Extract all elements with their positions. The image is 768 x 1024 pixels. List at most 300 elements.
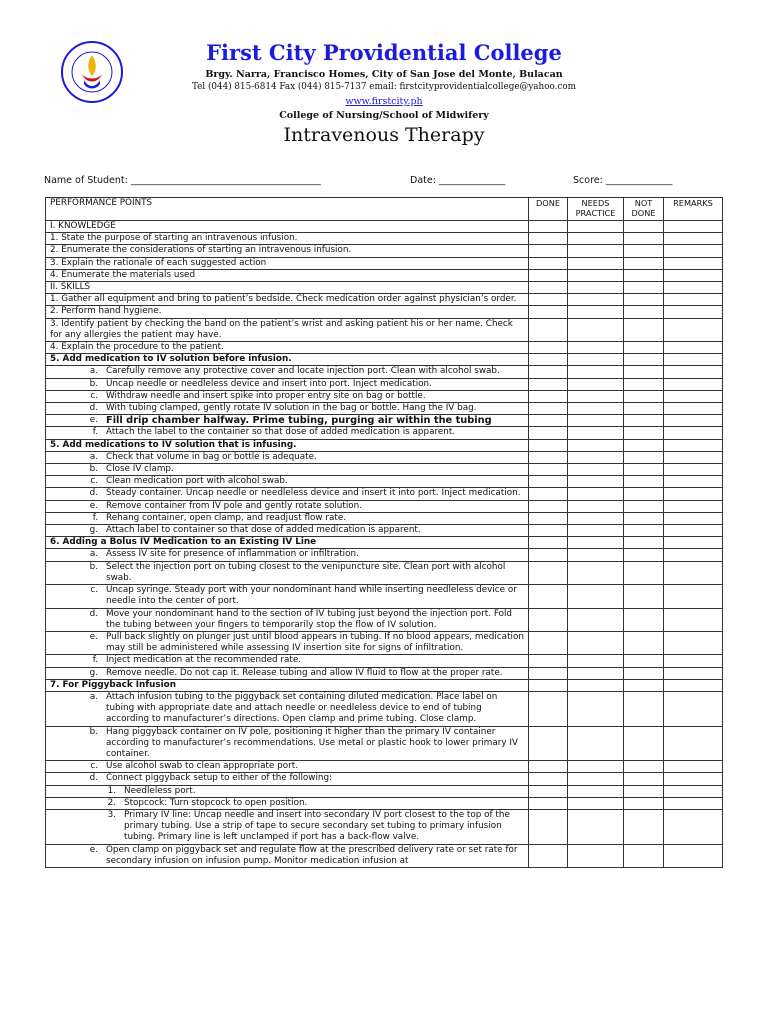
not-done-cell[interactable] xyxy=(624,233,664,245)
done-cell[interactable] xyxy=(529,844,568,867)
remarks-cell[interactable] xyxy=(664,561,723,584)
sub-step-text: Move your nondominant hand to the section of IV tubing just beyond the injection port. Fold the tubing between your fingers to temporarily stop the flow of IV solution. xyxy=(106,608,512,630)
sub-step-marker: d. xyxy=(89,488,98,499)
sub-step-marker: a. xyxy=(89,549,98,560)
done-cell[interactable] xyxy=(529,269,568,281)
header-performance-points: PERFORMANCE POINTS xyxy=(46,198,529,221)
not-done-cell[interactable] xyxy=(624,726,664,761)
done-cell[interactable] xyxy=(529,561,568,584)
table-row xyxy=(46,512,723,524)
needs-practice-cell[interactable] xyxy=(568,257,624,269)
performance-point-cell xyxy=(46,269,529,281)
sub-step-text: Connect piggyback setup to either of the following: xyxy=(106,773,333,784)
sub-step-text: Attach infusion tubing to the piggyback set containing diluted medication. Place label on tubing with appropriate date and attach needle or needleless device to end of tubing according to manufacturer’s directions. Open clamp and prime tubing. Close clamp. xyxy=(106,691,498,725)
needs-practice-cell[interactable] xyxy=(568,761,624,773)
not-done-cell[interactable] xyxy=(624,415,664,427)
done-cell[interactable] xyxy=(529,294,568,306)
sub-step-marker: b. xyxy=(89,464,98,475)
performance-point-cell xyxy=(46,221,529,233)
remarks-cell[interactable] xyxy=(664,221,723,233)
performance-point-cell xyxy=(46,451,529,463)
performance-point-cell xyxy=(46,585,529,608)
needs-practice-cell[interactable] xyxy=(568,464,624,476)
sub-step xyxy=(50,727,524,761)
needs-practice-cell[interactable] xyxy=(568,726,624,761)
done-cell[interactable] xyxy=(529,726,568,761)
remarks-cell[interactable] xyxy=(664,427,723,439)
header-done: DONE xyxy=(529,198,568,221)
needs-practice-cell[interactable] xyxy=(568,269,624,281)
sub-step-text: Uncap needle or needleless device and insert into port. Inject medication. xyxy=(106,378,432,389)
needs-practice-cell[interactable] xyxy=(568,282,624,294)
table-row xyxy=(46,476,723,488)
needs-practice-cell[interactable] xyxy=(568,318,624,341)
remarks-cell[interactable] xyxy=(664,549,723,561)
performance-point-cell xyxy=(46,257,529,269)
checklist-body xyxy=(46,221,723,868)
college-website-link[interactable]: www.firstcity.ph xyxy=(345,96,423,107)
sub-step-marker: f. xyxy=(92,427,98,438)
table-row xyxy=(46,306,723,318)
needs-practice-cell[interactable] xyxy=(568,500,624,512)
done-cell[interactable] xyxy=(529,221,568,233)
performance-point-cell xyxy=(46,809,529,844)
done-cell[interactable] xyxy=(529,655,568,667)
sub-step-marker: e. xyxy=(89,631,98,642)
needs-practice-cell[interactable] xyxy=(568,608,624,631)
sub-step-text: Hang piggyback container on IV pole, positioning it higher than the primary IV container according to manufacturer’s recommendations. Use metal or plastic hook to lower primary IV container. xyxy=(106,726,518,759)
needs-practice-cell[interactable] xyxy=(568,667,624,679)
needs-practice-cell[interactable] xyxy=(568,221,624,233)
sub-step-marker: d. xyxy=(89,608,98,619)
done-cell[interactable] xyxy=(529,500,568,512)
remarks-cell[interactable] xyxy=(664,667,723,679)
not-done-cell[interactable] xyxy=(624,451,664,463)
needs-practice-cell[interactable] xyxy=(568,366,624,378)
not-done-cell[interactable] xyxy=(624,488,664,500)
table-row xyxy=(46,631,723,654)
needs-practice-cell[interactable] xyxy=(568,844,624,867)
sub-step-marker: c. xyxy=(90,761,98,772)
remarks-cell[interactable] xyxy=(664,844,723,867)
done-cell[interactable] xyxy=(529,306,568,318)
done-cell[interactable] xyxy=(529,608,568,631)
remarks-cell[interactable] xyxy=(664,631,723,654)
sub-step xyxy=(50,810,524,844)
done-cell[interactable] xyxy=(529,631,568,654)
needs-practice-cell[interactable] xyxy=(568,561,624,584)
remarks-cell[interactable] xyxy=(664,366,723,378)
needs-practice-cell[interactable] xyxy=(568,549,624,561)
remarks-cell[interactable] xyxy=(664,318,723,341)
done-cell[interactable] xyxy=(529,691,568,726)
remarks-cell[interactable] xyxy=(664,500,723,512)
performance-point-cell xyxy=(46,549,529,561)
remarks-cell[interactable] xyxy=(664,525,723,537)
sub-step-text: Rehang container, open clamp, and readjust flow rate. xyxy=(106,512,347,523)
sub-step-text: Fill drip chamber halfway. Prime tubing, purging air within the tubing xyxy=(106,415,492,427)
sub-step-marker: a. xyxy=(89,366,98,377)
table-row xyxy=(46,773,723,785)
needs-practice-cell[interactable] xyxy=(568,488,624,500)
done-cell[interactable] xyxy=(529,785,568,797)
performance-point-text: 1. State the purpose of starting an intravenous infusion. xyxy=(50,233,298,244)
sub-step-marker: c. xyxy=(90,585,98,596)
sub-step xyxy=(50,773,524,784)
done-cell[interactable] xyxy=(529,488,568,500)
not-done-cell[interactable] xyxy=(624,269,664,281)
sub-step xyxy=(50,452,524,463)
needs-practice-cell[interactable] xyxy=(568,773,624,785)
remarks-cell[interactable] xyxy=(664,773,723,785)
table-row xyxy=(46,785,723,797)
table-row xyxy=(46,451,723,463)
not-done-cell[interactable] xyxy=(624,427,664,439)
done-cell[interactable] xyxy=(529,282,568,294)
sub-step-text: Attach label to container so that dose of added medication is apparent. xyxy=(106,525,421,536)
sub-step-text: Clean medication port with alcohol swab. xyxy=(106,476,288,487)
remarks-cell[interactable] xyxy=(664,809,723,844)
done-cell[interactable] xyxy=(529,366,568,378)
table-row xyxy=(46,809,723,844)
not-done-cell[interactable] xyxy=(624,691,664,726)
remarks-cell[interactable] xyxy=(664,233,723,245)
table-row xyxy=(46,500,723,512)
not-done-cell[interactable] xyxy=(624,773,664,785)
sub-step-marker: g. xyxy=(89,667,98,678)
done-cell[interactable] xyxy=(529,809,568,844)
performance-point-cell xyxy=(46,378,529,390)
not-done-cell[interactable] xyxy=(624,476,664,488)
remarks-cell[interactable] xyxy=(664,451,723,463)
not-done-cell[interactable] xyxy=(624,667,664,679)
not-done-cell[interactable] xyxy=(624,282,664,294)
performance-point-cell xyxy=(46,439,529,451)
done-cell[interactable] xyxy=(529,403,568,415)
sub-step-marker: b. xyxy=(89,378,98,389)
performance-point-cell xyxy=(46,294,529,306)
table-row xyxy=(46,439,723,451)
table-row xyxy=(46,427,723,439)
not-done-cell[interactable] xyxy=(624,342,664,354)
not-done-cell[interactable] xyxy=(624,439,664,451)
remarks-cell[interactable] xyxy=(664,415,723,427)
needs-practice-cell[interactable] xyxy=(568,451,624,463)
sub-step xyxy=(50,798,524,809)
needs-practice-cell[interactable] xyxy=(568,306,624,318)
remarks-cell[interactable] xyxy=(664,257,723,269)
needs-practice-cell[interactable] xyxy=(568,512,624,524)
needs-practice-cell[interactable] xyxy=(568,679,624,691)
sub-step-text: With tubing clamped, gently rotate IV solution in the bag or bottle. Hang the IV bag. xyxy=(106,403,477,414)
not-done-cell[interactable] xyxy=(624,245,664,257)
table-row xyxy=(46,233,723,245)
performance-point-text: 4. Enumerate the materials used xyxy=(50,269,196,280)
table-row xyxy=(46,318,723,341)
score-field[interactable]: Score: ______________ xyxy=(573,175,673,186)
performance-point-text: 7. For Piggyback Infusion xyxy=(50,679,176,690)
done-cell[interactable] xyxy=(529,318,568,341)
performance-point-text: II. SKILLS xyxy=(50,282,91,293)
done-cell[interactable] xyxy=(529,761,568,773)
sub-step xyxy=(50,501,524,512)
sub-step xyxy=(50,415,524,426)
needs-practice-cell[interactable] xyxy=(568,585,624,608)
header-remarks: REMARKS xyxy=(664,198,723,221)
needs-practice-cell[interactable] xyxy=(568,655,624,667)
not-done-cell[interactable] xyxy=(624,306,664,318)
performance-point-cell xyxy=(46,631,529,654)
sub-step-text: Withdraw needle and insert spike into proper entry site on bag or bottle. xyxy=(106,390,426,401)
done-cell[interactable] xyxy=(529,773,568,785)
done-cell[interactable] xyxy=(529,378,568,390)
table-row xyxy=(46,549,723,561)
not-done-cell[interactable] xyxy=(624,631,664,654)
remarks-cell[interactable] xyxy=(664,726,723,761)
remarks-cell[interactable] xyxy=(664,785,723,797)
not-done-cell[interactable] xyxy=(624,679,664,691)
needs-practice-cell[interactable] xyxy=(568,415,624,427)
not-done-cell[interactable] xyxy=(624,257,664,269)
needs-practice-cell[interactable] xyxy=(568,537,624,549)
performance-point-text: 6. Adding a Bolus IV Medication to an Existing IV Line xyxy=(50,537,317,548)
table-row xyxy=(46,342,723,354)
sub-step-text: Close IV clamp. xyxy=(106,464,174,475)
sub-step xyxy=(50,585,524,607)
table-row xyxy=(46,726,723,761)
sub-step-text: Inject medication at the recommended rate. xyxy=(106,655,302,666)
remarks-cell[interactable] xyxy=(664,342,723,354)
performance-point-cell xyxy=(46,608,529,631)
not-done-cell[interactable] xyxy=(624,512,664,524)
remarks-cell[interactable] xyxy=(664,512,723,524)
remarks-cell[interactable] xyxy=(664,608,723,631)
remarks-cell[interactable] xyxy=(664,269,723,281)
sub-step xyxy=(50,562,524,584)
needs-practice-cell[interactable] xyxy=(568,809,624,844)
sub-step xyxy=(50,609,524,631)
performance-point-cell xyxy=(46,476,529,488)
needs-practice-cell[interactable] xyxy=(568,245,624,257)
not-done-cell[interactable] xyxy=(624,390,664,402)
remarks-cell[interactable] xyxy=(664,282,723,294)
sub-step xyxy=(50,366,524,377)
table-row xyxy=(46,245,723,257)
sub-step-marker: f. xyxy=(92,655,98,666)
not-done-cell[interactable] xyxy=(624,403,664,415)
table-row xyxy=(46,608,723,631)
needs-practice-cell[interactable] xyxy=(568,342,624,354)
sub-step xyxy=(50,668,524,679)
remarks-cell[interactable] xyxy=(664,403,723,415)
table-row xyxy=(46,282,723,294)
performance-point-cell xyxy=(46,366,529,378)
done-cell[interactable] xyxy=(529,451,568,463)
performance-point-cell xyxy=(46,667,529,679)
done-cell[interactable] xyxy=(529,525,568,537)
sub-step xyxy=(50,391,524,402)
needs-practice-cell[interactable] xyxy=(568,354,624,366)
done-cell[interactable] xyxy=(529,585,568,608)
not-done-cell[interactable] xyxy=(624,549,664,561)
done-cell[interactable] xyxy=(529,390,568,402)
table-row xyxy=(46,655,723,667)
needs-practice-cell[interactable] xyxy=(568,390,624,402)
done-cell[interactable] xyxy=(529,537,568,549)
needs-practice-cell[interactable] xyxy=(568,403,624,415)
done-cell[interactable] xyxy=(529,476,568,488)
not-done-cell[interactable] xyxy=(624,378,664,390)
sub-step-marker: 3. xyxy=(107,809,116,820)
table-header-row xyxy=(46,198,723,221)
needs-practice-cell[interactable] xyxy=(568,294,624,306)
college-contact: Tel (044) 815-6814 Fax (044) 815-7137 email: firstcityprovidentialcollege@yahoo.com xyxy=(191,82,577,92)
college-name: First City Providential College xyxy=(206,40,562,65)
table-row xyxy=(46,525,723,537)
performance-point-cell xyxy=(46,488,529,500)
needs-practice-cell[interactable] xyxy=(568,476,624,488)
sub-step xyxy=(50,525,524,536)
performance-point-text: 5. Add medications to IV solution that is infusing. xyxy=(50,439,297,450)
performance-point-text: 3. Explain the rationale of each suggested action xyxy=(50,257,267,268)
performance-point-cell xyxy=(46,561,529,584)
remarks-cell[interactable] xyxy=(664,761,723,773)
remarks-cell[interactable] xyxy=(664,679,723,691)
not-done-cell[interactable] xyxy=(624,585,664,608)
not-done-cell[interactable] xyxy=(624,785,664,797)
remarks-cell[interactable] xyxy=(664,354,723,366)
done-cell[interactable] xyxy=(529,464,568,476)
performance-point-cell xyxy=(46,679,529,691)
remarks-cell[interactable] xyxy=(664,585,723,608)
done-cell[interactable] xyxy=(529,549,568,561)
table-row xyxy=(46,378,723,390)
done-cell[interactable] xyxy=(529,797,568,809)
done-cell[interactable] xyxy=(529,679,568,691)
remarks-cell[interactable] xyxy=(664,476,723,488)
not-done-cell[interactable] xyxy=(624,500,664,512)
not-done-cell[interactable] xyxy=(624,525,664,537)
performance-point-text: 4. Explain the procedure to the patient. xyxy=(50,342,224,353)
needs-practice-cell[interactable] xyxy=(568,797,624,809)
performance-point-text: 3. Identify patient by checking the band on the patient’s wrist and asking patient his or her name. Check for any allergies the patient may have. xyxy=(50,318,513,340)
remarks-cell[interactable] xyxy=(664,655,723,667)
done-cell[interactable] xyxy=(529,427,568,439)
sub-step xyxy=(50,786,524,797)
sub-step-marker: e. xyxy=(89,844,98,855)
remarks-cell[interactable] xyxy=(664,245,723,257)
done-cell[interactable] xyxy=(529,354,568,366)
performance-point-cell xyxy=(46,342,529,354)
sub-step xyxy=(50,464,524,475)
not-done-cell[interactable] xyxy=(624,366,664,378)
not-done-cell[interactable] xyxy=(624,537,664,549)
not-done-cell[interactable] xyxy=(624,318,664,341)
remarks-cell[interactable] xyxy=(664,306,723,318)
performance-point-cell xyxy=(46,844,529,867)
not-done-cell[interactable] xyxy=(624,797,664,809)
sub-step-marker: f. xyxy=(92,512,98,523)
remarks-cell[interactable] xyxy=(664,390,723,402)
table-row xyxy=(46,415,723,427)
table-row xyxy=(46,390,723,402)
needs-practice-cell[interactable] xyxy=(568,233,624,245)
not-done-cell[interactable] xyxy=(624,294,664,306)
needs-practice-cell[interactable] xyxy=(568,525,624,537)
not-done-cell[interactable] xyxy=(624,608,664,631)
not-done-cell[interactable] xyxy=(624,844,664,867)
sub-step-marker: e. xyxy=(89,500,98,511)
done-cell[interactable] xyxy=(529,439,568,451)
table-row xyxy=(46,537,723,549)
performance-point-text: 2. Perform hand hygiene. xyxy=(50,306,162,317)
not-done-cell[interactable] xyxy=(624,464,664,476)
needs-practice-cell[interactable] xyxy=(568,631,624,654)
performance-point-cell xyxy=(46,427,529,439)
sub-step-marker: a. xyxy=(89,691,98,702)
done-cell[interactable] xyxy=(529,342,568,354)
not-done-cell[interactable] xyxy=(624,221,664,233)
performance-point-cell xyxy=(46,691,529,726)
performance-point-cell xyxy=(46,464,529,476)
sub-step-text: Uncap syringe. Steady port with your nondominant hand while inserting needleless device or needle into the center of port. xyxy=(106,585,517,607)
sub-step-marker: a. xyxy=(89,451,98,462)
needs-practice-cell[interactable] xyxy=(568,378,624,390)
done-cell[interactable] xyxy=(529,233,568,245)
sub-step xyxy=(50,476,524,487)
done-cell[interactable] xyxy=(529,245,568,257)
not-done-cell[interactable] xyxy=(624,561,664,584)
table-row xyxy=(46,403,723,415)
not-done-cell[interactable] xyxy=(624,354,664,366)
needs-practice-cell[interactable] xyxy=(568,427,624,439)
needs-practice-cell[interactable] xyxy=(568,439,624,451)
done-cell[interactable] xyxy=(529,257,568,269)
done-cell[interactable] xyxy=(529,512,568,524)
not-done-cell[interactable] xyxy=(624,761,664,773)
sub-step xyxy=(50,692,524,726)
remarks-cell[interactable] xyxy=(664,439,723,451)
remarks-cell[interactable] xyxy=(664,797,723,809)
remarks-cell[interactable] xyxy=(664,488,723,500)
sub-step-text: Use alcohol swab to clean appropriate port. xyxy=(106,761,298,772)
remarks-cell[interactable] xyxy=(664,464,723,476)
sub-step-text: Primary IV line: Uncap needle and insert into secondary IV port closest to the top of the primary tubing. Use a strip of tape to secure secondary set tubing to primary infusion tubing. Primary line is left unclamped if port has a back-flow valve. xyxy=(124,809,510,843)
remarks-cell[interactable] xyxy=(664,537,723,549)
not-done-cell[interactable] xyxy=(624,809,664,844)
sub-step xyxy=(50,488,524,499)
sub-step xyxy=(50,403,524,414)
done-cell[interactable] xyxy=(529,415,568,427)
needs-practice-cell[interactable] xyxy=(568,691,624,726)
remarks-cell[interactable] xyxy=(664,691,723,726)
sub-step-marker: c. xyxy=(90,476,98,487)
performance-point-cell xyxy=(46,233,529,245)
date-field[interactable]: Date: ______________ xyxy=(410,175,506,186)
needs-practice-cell[interactable] xyxy=(568,785,624,797)
remarks-cell[interactable] xyxy=(664,294,723,306)
done-cell[interactable] xyxy=(529,667,568,679)
not-done-cell[interactable] xyxy=(624,655,664,667)
sub-step-text: Remove container from IV pole and gently rotate solution. xyxy=(106,500,363,511)
table-row xyxy=(46,679,723,691)
performance-point-text: 1. Gather all equipment and bring to patient’s bedside. Check medication order against physician’s order. xyxy=(50,294,517,305)
sub-step-text: Pull back slightly on plunger just until blood appears in tubing. If no blood appears, medication may still be administered while assessing IV insertion site for signs of infiltration. xyxy=(106,631,524,654)
remarks-cell[interactable] xyxy=(664,378,723,390)
student-name-field[interactable]: Name of Student: ________________________________________ xyxy=(44,175,321,186)
college-address: Brgy. Narra, Francisco Homes, City of San Jose del Monte, Bulacan xyxy=(205,69,563,80)
table-row xyxy=(46,366,723,378)
